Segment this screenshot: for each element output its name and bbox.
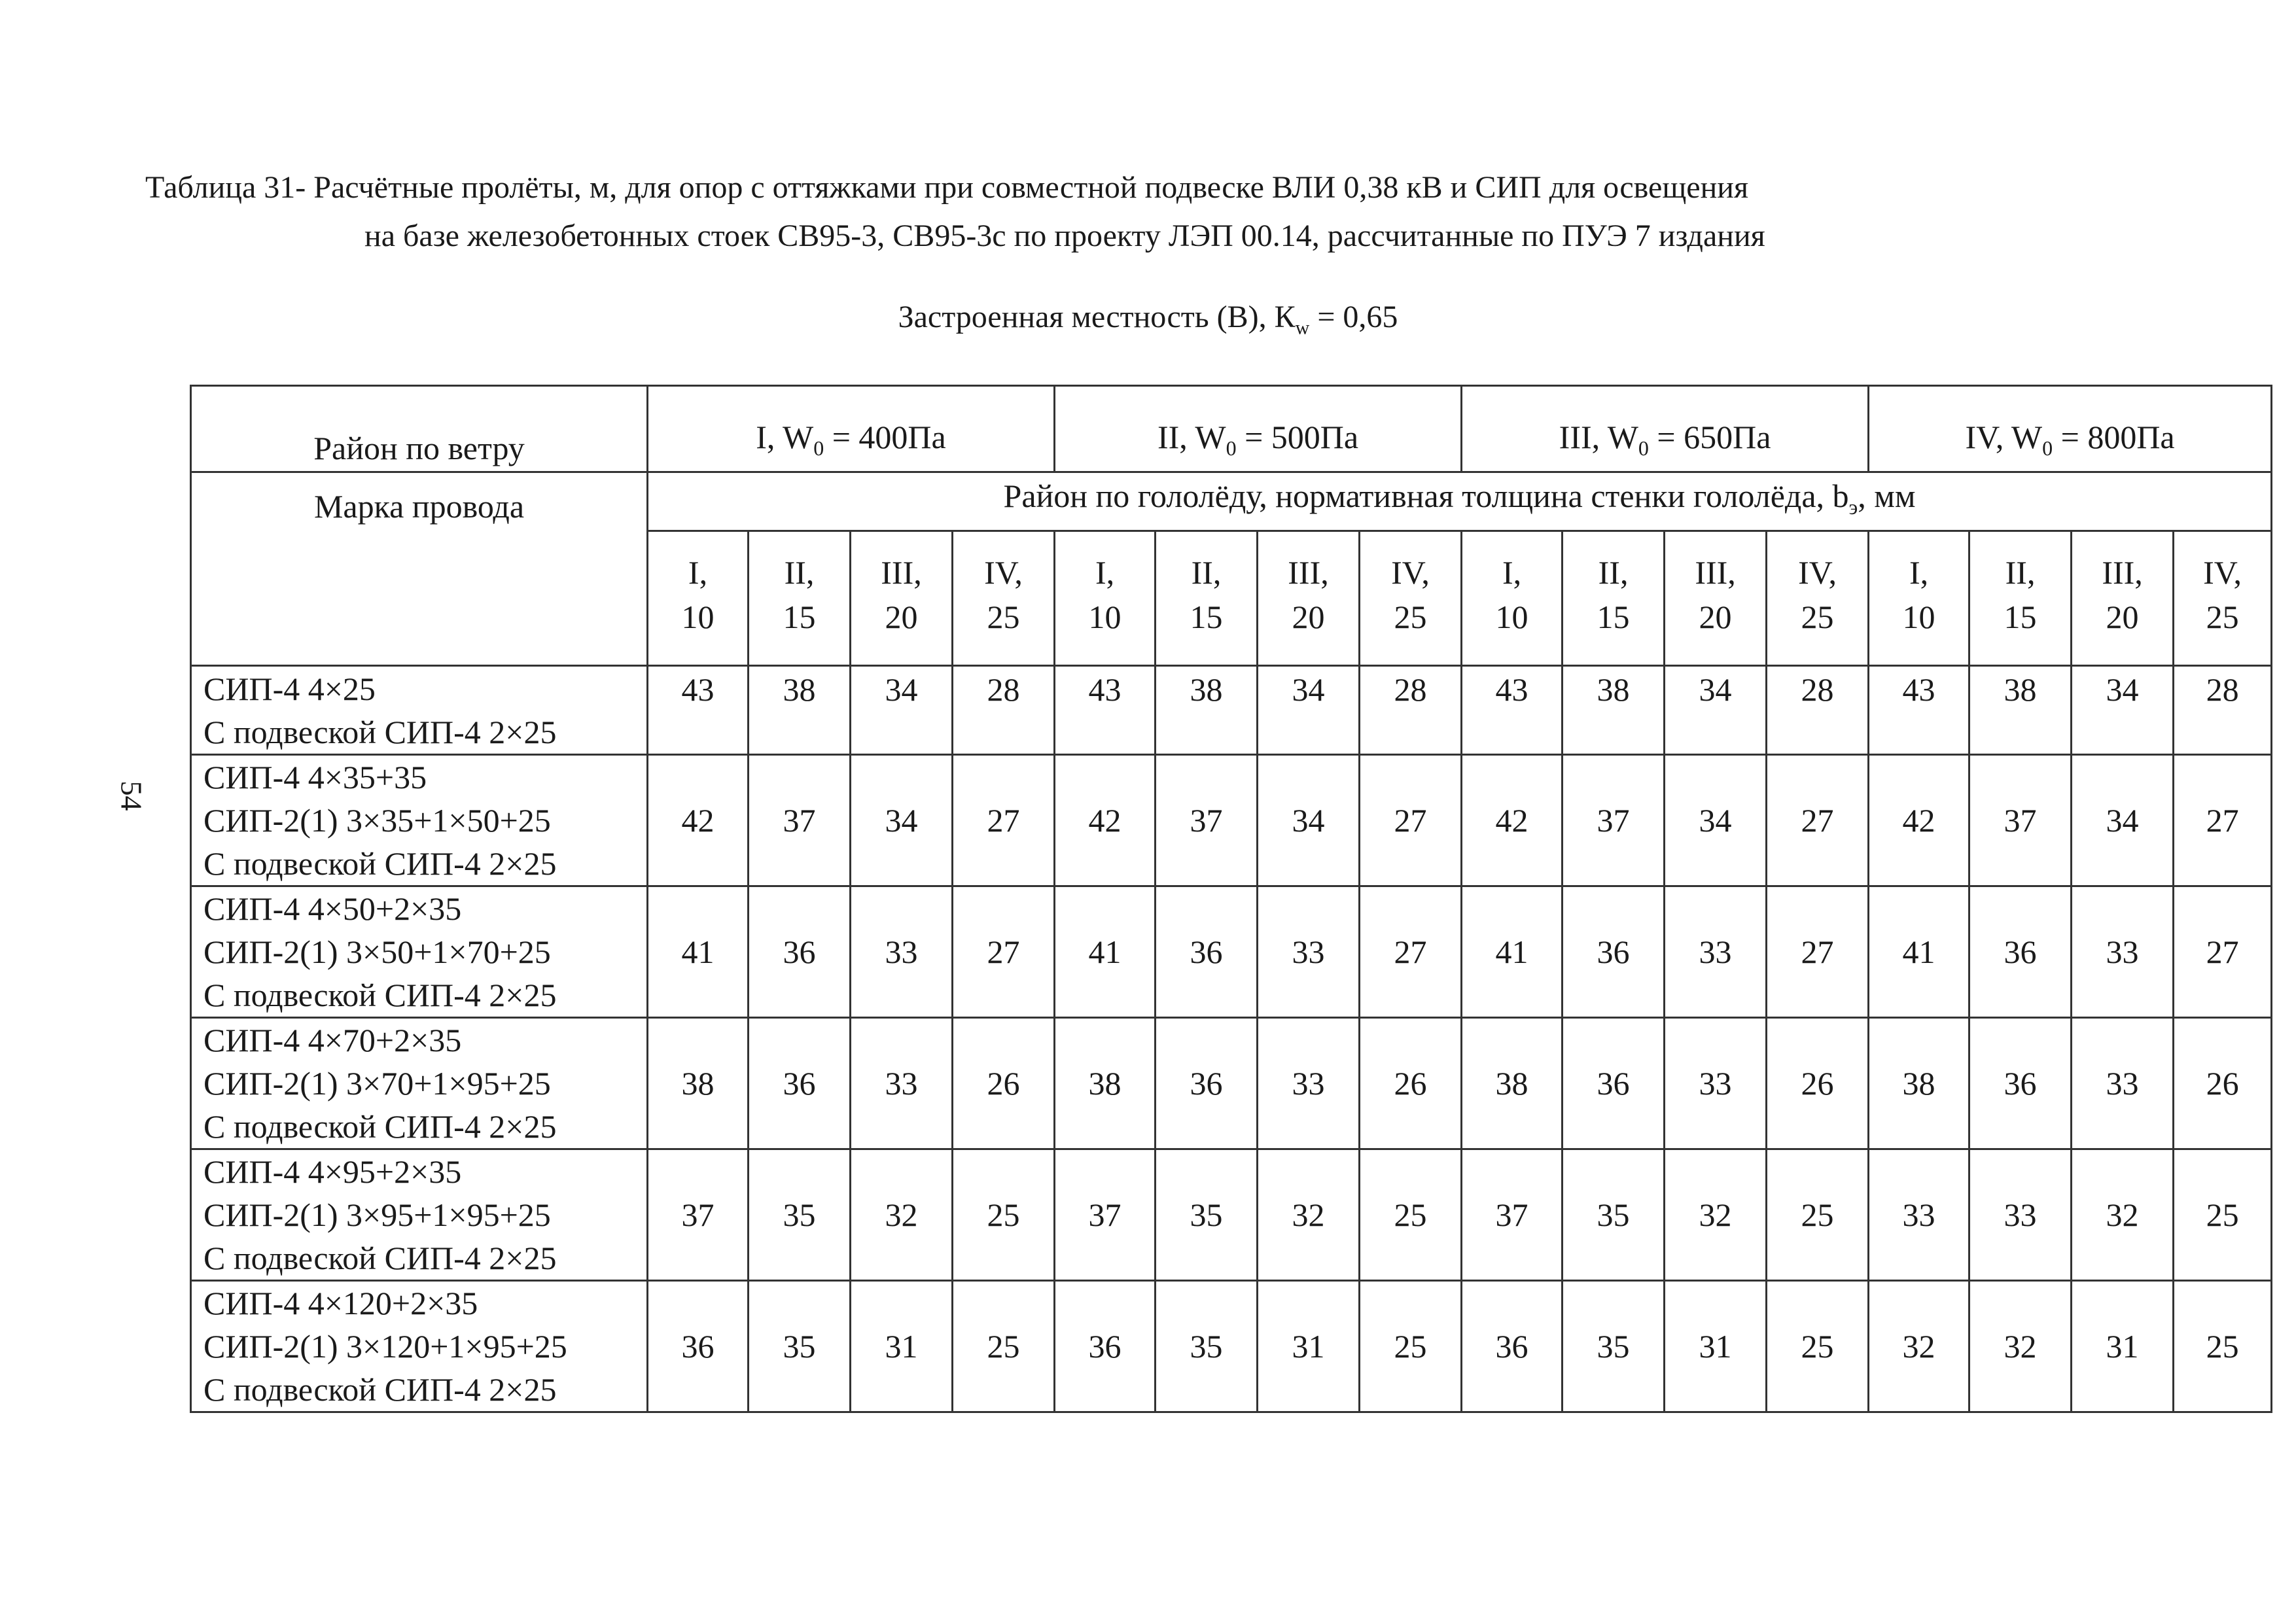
span-value-cell: 34 [851, 666, 953, 755]
span-value-cell: 38 [1156, 666, 1258, 755]
span-value-cell: 28 [953, 666, 1055, 755]
wind-zone-2: II, $W_0 = 500Па$ [1055, 386, 1462, 472]
wire-name-line: СИП-4 4×50+2×35 [203, 890, 462, 927]
table-row [191, 1149, 2272, 1281]
span-value-cell: 31 [2072, 1281, 2174, 1412]
span-value-cell: 27 [1360, 886, 1462, 1018]
ice-zone-header [2174, 531, 2272, 666]
ice-zone-header [1767, 531, 1869, 666]
wire-name-line: С подвеской СИП-4 2×25 [203, 1240, 557, 1276]
wire-name-line: С подвеской СИП-4 2×25 [203, 977, 557, 1013]
span-value-cell: 27 [953, 886, 1055, 1018]
ice-zone-thickness: 10 [1902, 599, 1935, 635]
span-value-cell: 37 [1462, 1149, 1563, 1281]
ice-zone-header [1563, 531, 1665, 666]
span-value-cell: 36 [1563, 1018, 1665, 1149]
wire-name-line: СИП-4 4×70+2×35 [203, 1022, 462, 1058]
ice-zone-roman: II, [784, 554, 815, 591]
ice-zone-thickness: 20 [2106, 599, 2139, 635]
ice-zone-thickness: 25 [987, 599, 1020, 635]
ice-zone-thickness: 10 [681, 599, 715, 635]
wind-header-row [191, 386, 2272, 472]
wire-name-cell [191, 666, 648, 755]
span-value-cell: 26 [2174, 1018, 2272, 1149]
subtitle-subscript: w [1295, 317, 1310, 339]
ice-zone-roman: II, [1191, 554, 1222, 591]
span-value-cell: 37 [648, 1149, 749, 1281]
wire-mark-label: Марка провода [191, 472, 648, 666]
span-value-cell: 25 [1767, 1149, 1869, 1281]
ice-zone-roman: IV, [984, 554, 1023, 591]
span-value-cell: 33 [2072, 886, 2174, 1018]
span-value-cell: 33 [1665, 886, 1767, 1018]
span-value-cell: 25 [2174, 1149, 2272, 1281]
span-value-cell: 32 [1969, 1281, 2072, 1412]
wire-name-line: СИП-2(1) 3×50+1×70+25 [203, 934, 551, 970]
span-value-cell: 28 [2174, 666, 2272, 755]
ice-zone-roman: IV, [1798, 554, 1837, 591]
span-value-cell: 25 [953, 1281, 1055, 1412]
span-value-cell: 32 [851, 1149, 953, 1281]
span-value-cell: 41 [1869, 886, 1969, 1018]
span-value-cell: 27 [2174, 886, 2272, 1018]
span-value-cell: 41 [648, 886, 749, 1018]
span-value-cell: 37 [1055, 1149, 1156, 1281]
span-value-cell: 43 [1869, 666, 1969, 755]
ice-zone-roman: III, [881, 554, 922, 591]
ice-zone-roman: III, [2102, 554, 2143, 591]
table-row [191, 666, 2272, 755]
span-value-cell: 36 [1969, 886, 2072, 1018]
span-value-cell: 43 [1462, 666, 1563, 755]
span-value-cell: 36 [1462, 1281, 1563, 1412]
span-value-cell: 33 [1665, 1018, 1767, 1149]
ice-zone-roman: I, [1502, 554, 1522, 591]
ice-zone-thickness: 10 [1495, 599, 1528, 635]
span-value-cell: 36 [1156, 1018, 1258, 1149]
span-value-cell: 33 [851, 1018, 953, 1149]
span-value-cell: 36 [1055, 1281, 1156, 1412]
wind-zone-1: I, $W_0 = 400Па$ [648, 386, 1055, 472]
ice-zone-header [648, 531, 749, 666]
span-value-cell: 31 [1665, 1281, 1767, 1412]
wire-name-line: С подвеской СИП-4 2×25 [203, 713, 557, 750]
ice-header-row [191, 472, 2272, 531]
ice-zone-roman: I, [688, 554, 708, 591]
ice-zone-header [953, 531, 1055, 666]
span-value-cell: 34 [2072, 755, 2174, 886]
ice-zone-thickness: 15 [1190, 599, 1223, 635]
page-number: 54 [115, 780, 149, 811]
span-value-cell: 33 [1969, 1149, 2072, 1281]
span-value-cell: 27 [953, 755, 1055, 886]
span-value-cell: 37 [1156, 755, 1258, 886]
wire-name-line: С подвеской СИП-4 2×25 [203, 1371, 557, 1408]
ice-zone-header [1969, 531, 2072, 666]
table-caption [145, 164, 2174, 260]
spans-table [190, 385, 2272, 1413]
span-value-cell: 35 [749, 1281, 851, 1412]
table-row [191, 1018, 2272, 1149]
wire-name-line: СИП-4 4×35+35 [203, 759, 427, 795]
span-value-cell: 34 [1258, 666, 1360, 755]
span-value-cell: 37 [749, 755, 851, 886]
span-value-cell: 42 [1462, 755, 1563, 886]
span-value-cell: 35 [1563, 1281, 1665, 1412]
span-value-cell: 43 [648, 666, 749, 755]
ice-zone-thickness: 20 [885, 599, 918, 635]
caption-line-2: на базе железобетонных стоек СВ95-3, СВ95-3с по проекту ЛЭП 00.14, рассчитанные по ПУЭ 7 издания [364, 218, 1765, 253]
ice-zone-header [851, 531, 953, 666]
ice-zone-header [1462, 531, 1563, 666]
terrain-subtitle [0, 293, 2296, 353]
ice-zone-roman: III, [1288, 554, 1329, 591]
subtitle-text: Застроенная местность (В), К [898, 300, 1296, 334]
ice-zone-header [2072, 531, 2174, 666]
ice-zone-header [1360, 531, 1462, 666]
span-value-cell: 33 [1258, 886, 1360, 1018]
span-value-cell: 42 [1055, 755, 1156, 886]
ice-zone-thickness: 10 [1088, 599, 1122, 635]
span-value-cell: 36 [648, 1281, 749, 1412]
span-value-cell: 28 [1360, 666, 1462, 755]
ice-zone-label: Район по гололёду, нормативная толщина стенки гололёда, $b_э$, мм [648, 472, 2272, 531]
span-value-cell: 34 [1665, 755, 1767, 886]
span-value-cell: 41 [1462, 886, 1563, 1018]
span-value-cell: 32 [1665, 1149, 1767, 1281]
span-value-cell: 26 [1767, 1018, 1869, 1149]
ice-zone-roman: I, [1095, 554, 1115, 591]
span-value-cell: 26 [953, 1018, 1055, 1149]
ice-zone-roman: I, [1909, 554, 1929, 591]
wire-name-line: СИП-2(1) 3×35+1×50+25 [203, 802, 551, 839]
ice-zone-roman: II, [2005, 554, 2036, 591]
ice-zone-thickness: 15 [1597, 599, 1630, 635]
ice-zone-header [1258, 531, 1360, 666]
ice-zone-thickness: 25 [1801, 599, 1834, 635]
ice-zone-header [749, 531, 851, 666]
span-value-cell: 25 [2174, 1281, 2272, 1412]
span-value-cell: 32 [1869, 1281, 1969, 1412]
span-value-cell: 25 [1360, 1281, 1462, 1412]
span-value-cell: 36 [1969, 1018, 2072, 1149]
span-value-cell: 28 [1767, 666, 1869, 755]
span-value-cell: 38 [1969, 666, 2072, 755]
span-value-cell: 31 [1258, 1281, 1360, 1412]
wire-name-cell [191, 755, 648, 886]
wire-name-line: СИП-2(1) 3×95+1×95+25 [203, 1196, 551, 1233]
wind-zone-label: Район по ветру [191, 386, 648, 472]
ice-zone-header [1665, 531, 1767, 666]
table-row [191, 755, 2272, 886]
ice-zone-thickness: 25 [1394, 599, 1427, 635]
ice-zone-thickness: 20 [1292, 599, 1325, 635]
wire-name-cell [191, 1018, 648, 1149]
span-value-cell: 42 [648, 755, 749, 886]
span-value-cell: 38 [648, 1018, 749, 1149]
wire-name-line: С подвеской СИП-4 2×25 [203, 845, 557, 882]
span-value-cell: 34 [2072, 666, 2174, 755]
span-value-cell: 33 [851, 886, 953, 1018]
span-value-cell: 35 [1156, 1281, 1258, 1412]
ice-zone-thickness: 25 [2206, 599, 2239, 635]
wire-name-line: СИП-4 4×120+2×35 [203, 1285, 478, 1321]
ice-zone-header [1156, 531, 1258, 666]
span-value-cell: 42 [1869, 755, 1969, 886]
span-value-cell: 34 [1258, 755, 1360, 886]
wire-name-line: СИП-4 4×95+2×35 [203, 1153, 462, 1190]
span-value-cell: 37 [1969, 755, 2072, 886]
wire-name-line: С подвеской СИП-4 2×25 [203, 1108, 557, 1145]
ice-zone-thickness: 20 [1699, 599, 1732, 635]
span-value-cell: 33 [1258, 1018, 1360, 1149]
ice-zone-thickness: 15 [783, 599, 816, 635]
ice-zone-roman: IV, [1391, 554, 1430, 591]
span-value-cell: 32 [1258, 1149, 1360, 1281]
wire-name-line: СИП-2(1) 3×70+1×95+25 [203, 1065, 551, 1102]
wire-name-cell [191, 886, 648, 1018]
span-value-cell: 33 [2072, 1018, 2174, 1149]
span-value-cell: 37 [1563, 755, 1665, 886]
span-value-cell: 38 [749, 666, 851, 755]
span-value-cell: 33 [1869, 1149, 1969, 1281]
span-value-cell: 26 [1360, 1018, 1462, 1149]
span-value-cell: 38 [1869, 1018, 1969, 1149]
wind-zone-4: IV, $W_0 = 800Па$ [1869, 386, 2272, 472]
span-value-cell: 25 [1767, 1281, 1869, 1412]
span-value-cell: 36 [749, 1018, 851, 1149]
span-value-cell: 31 [851, 1281, 953, 1412]
span-value-cell: 32 [2072, 1149, 2174, 1281]
span-value-cell: 34 [1665, 666, 1767, 755]
span-value-cell: 38 [1055, 1018, 1156, 1149]
span-value-cell: 41 [1055, 886, 1156, 1018]
ice-zone-thickness: 15 [2004, 599, 2037, 635]
wire-name-cell [191, 1281, 648, 1412]
wire-name-cell [191, 1149, 648, 1281]
table-row [191, 886, 2272, 1018]
wire-name-line: СИП-2(1) 3×120+1×95+25 [203, 1328, 567, 1365]
table-row [191, 1281, 2272, 1412]
span-value-cell: 36 [749, 886, 851, 1018]
caption-line-1: Таблица 31- Расчётные пролёты, м, для опор с оттяжками при совместной подвеске ВЛИ 0,38 кВ и СИП для освещения [145, 170, 1749, 205]
span-value-cell: 34 [851, 755, 953, 886]
span-value-cell: 27 [1767, 886, 1869, 1018]
span-value-cell: 27 [2174, 755, 2272, 886]
span-value-cell: 38 [1462, 1018, 1563, 1149]
span-value-cell: 36 [1563, 886, 1665, 1018]
span-value-cell: 25 [953, 1149, 1055, 1281]
span-value-cell: 43 [1055, 666, 1156, 755]
ice-zone-header [1055, 531, 1156, 666]
ice-zone-roman: III, [1695, 554, 1736, 591]
span-value-cell: 27 [1360, 755, 1462, 886]
span-value-cell: 35 [749, 1149, 851, 1281]
span-value-cell: 27 [1767, 755, 1869, 886]
ice-zone-roman: IV, [2203, 554, 2242, 591]
ice-zone-header [1869, 531, 1969, 666]
span-value-cell: 36 [1156, 886, 1258, 1018]
wire-name-line: СИП-4 4×25 [203, 670, 376, 707]
span-value-cell: 38 [1563, 666, 1665, 755]
subtitle-tail: = 0,65 [1309, 300, 1398, 334]
span-value-cell: 25 [1360, 1149, 1462, 1281]
span-value-cell: 35 [1563, 1149, 1665, 1281]
span-value-cell: 35 [1156, 1149, 1258, 1281]
wind-zone-3: III, $W_0 = 650Па$ [1462, 386, 1869, 472]
ice-zone-roman: II, [1598, 554, 1629, 591]
